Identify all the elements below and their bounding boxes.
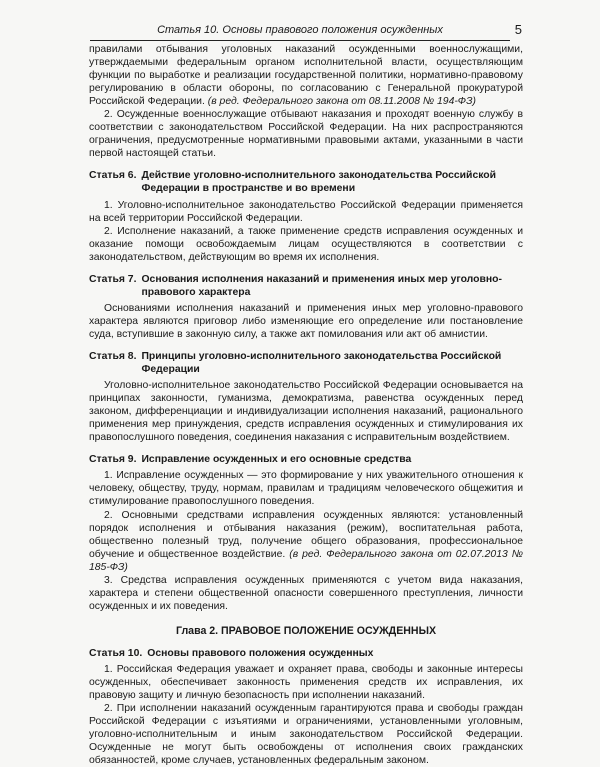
article-7-number: Статья 7. xyxy=(89,273,137,285)
article-7-title: Основания исполнения наказаний и применения иных мер уголовно-правового характера xyxy=(141,273,502,298)
article-8-heading xyxy=(89,350,523,376)
article-9-title: Исправление осужденных и его основные средства xyxy=(141,454,412,466)
intro-paragraph-1 xyxy=(89,43,523,108)
article-8-paragraph-1: Уголовно-исполнительное законодательство Российской Федерации основывается на принципах законности, гуманизма, демократизма, равенства осужденных перед законом, дифференциации и индивидуализации исполнения наказаний, рационального применения мер принуждения, средств исправления осужденных и стимулирования их правопослушного поведения, соединения наказания с исправительным воздействием. xyxy=(89,380,523,444)
article-10-number: Статья 10. xyxy=(89,647,143,659)
article-9-paragraph-1: 1. Исправление осужденных — это формирование у них уважительного отношения к человеку, обществу, труду, нормам, правилам и традициям человеческого общежития и стимулирование правопослушного поведения. xyxy=(89,470,523,508)
intro-paragraph-1-text: правилами отбывания уголовных наказаний осужденными военнослужащими, утверждаемыми федеральным органом исполнительной власти, осуществляющим функции по выработке и реализации государственной политики, нормативно-правовому регулированию в области обороны, по согласованию с Генеральной прокуратурой Российской Федерации. xyxy=(89,44,523,108)
article-8-title: Принципы уголовно-исполнительного законодательства Российской Федерации xyxy=(141,350,502,376)
article-10-paragraph-2: 2. При исполнении наказаний осужденным гарантируются права и свободы граждан Российской Федерации с изъятиями и ограничениями, установленными уголовным, уголовно-исполнительным и иным законодательством Российской Федерации. Осужденные не могут быть освобождены от исполнения своих гражданских обязанностей, кроме случаев, установленных федеральным законом. xyxy=(89,703,523,767)
article-10-heading xyxy=(89,647,523,660)
chapter-2-heading: Глава 2. ПРАВОВОЕ ПОЛОЖЕНИЕ ОСУЖДЕННЫХ xyxy=(175,624,437,637)
article-9-number: Статья 9. xyxy=(89,454,137,466)
article-9-heading xyxy=(89,453,523,466)
article-9-paragraph-2-text: 2. Основными средствами исправления осужденных являются: установленный порядок исполнения и отбывания наказания (режим), воспитательная работа, общественно полезный труд, получение общего образования, профессиональное обучение и общественное воздействие. xyxy=(89,509,523,560)
article-10-title: Основы правового положения осужденных xyxy=(147,647,374,659)
article-8-number: Статья 8. xyxy=(89,350,137,362)
article-6-title: Действие уголовно-исполнительного законодательства Российской Федерации в пространстве и во времени xyxy=(141,170,497,195)
running-header: Статья 10. Основы правового положения осужденных xyxy=(90,20,510,41)
article-9-paragraph-2 xyxy=(89,509,523,574)
article-7-paragraph-1: Основаниями исполнения наказаний и применения иных мер уголовно-правового характера являются приговор либо изменяющие его определение или постановление суда, вступившие в законную силу, а также акт помилования или акт об амнистии. xyxy=(89,302,523,340)
intro-amendment-reference: (в ред. Федерального закона от 08.11.2008 № 194-ФЗ) xyxy=(207,96,476,108)
page-number: 5 xyxy=(514,22,522,37)
article-9-paragraph-3: 3. Средства исправления осужденных применяются с учетом вида наказания, характера и степени общественной опасности совершенного преступления, личности осужденных и их поведения. xyxy=(89,574,523,612)
intro-paragraph-2: 2. Осужденные военнослужащие отбывают наказания и проходят военную службу в соответствии с законодательством Российской Федерации. На них распространяются ограничения, предусмотренные нормативными правовыми актами, указанными в части первой настоящей статьи. xyxy=(89,109,523,160)
article-9-amendment-reference: (в ред. Федерального закона от 02.07.2013 № 185-ФЗ) xyxy=(89,548,524,573)
article-7-heading xyxy=(89,273,523,299)
article-6-heading xyxy=(89,169,523,195)
article-6-paragraph-1: 1. Уголовно-исполнительное законодательство Российской Федерации применяется на всей территории Российской Федерации. xyxy=(89,199,523,224)
article-6-number: Статья 6. xyxy=(89,170,137,182)
article-6-paragraph-2: 2. Исполнение наказаний, а также применение средств исправления осужденных и оказание помощи освобождаемым лицам осуществляются в соответствии с законодательством, действующим во время их исполнения. xyxy=(89,225,523,263)
article-10-paragraph-1: 1. Российская Федерация уважает и охраняет права, свободы и законные интересы осужденных, обеспечивает законность применения средств их исправления, их правовую защиту и личную безопасность при исполнении наказаний. xyxy=(89,663,523,702)
page-body xyxy=(89,43,523,767)
